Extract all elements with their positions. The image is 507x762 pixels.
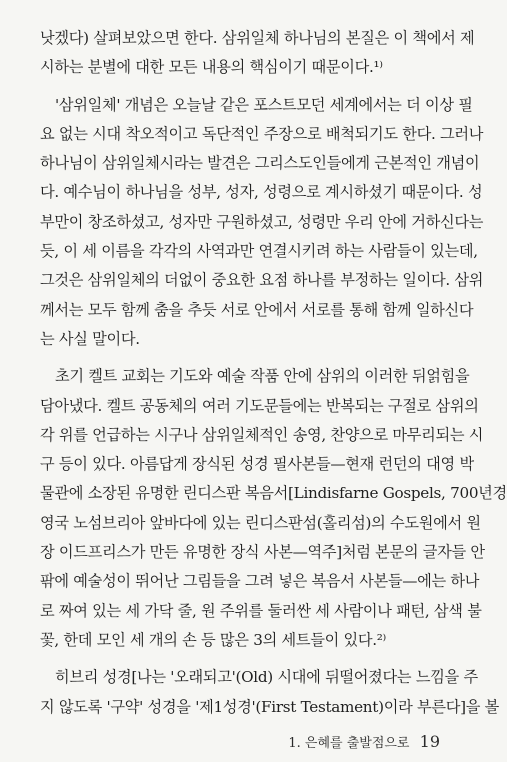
text-line: 지 않도록 '구약' 성경을 '제1성경'(First Testament)이라 부른다]을 볼 <box>40 697 500 716</box>
text-line: 부만이 창조하셨고, 성자만 구원하셨고, 성령만 우리 안에 거하신다는 <box>40 212 484 231</box>
text-line: 듯, 이 세 이름을 각각의 사역과만 연결시키려 하는 사람들이 있는데, <box>40 242 478 261</box>
page-footer <box>288 732 440 751</box>
paragraph-gap <box>40 83 444 91</box>
paragraph-gap <box>40 655 444 663</box>
page-number: 19 <box>419 732 440 751</box>
text-line: 다. 예수님이 하나님을 성부, 성자, 성령으로 계시하셨기 때문이다. 성 <box>40 183 483 202</box>
paragraph <box>40 91 484 355</box>
text-line: 하나님이 삼위일체시라는 발견은 그리스도인들에게 근본적인 개념이 <box>40 154 480 173</box>
text-line: 장 이드프리스가 만든 유명한 장식 사본—역주]처럼 본문의 글자들 안 <box>40 543 485 562</box>
text-line: '삼위일체' 개념은 오늘날 같은 포스트모던 세계에서는 더 이상 필 <box>55 95 473 114</box>
text-line: 담아냈다. 켈트 공동체의 여러 기도문들에는 반복되는 구절로 삼위의 <box>40 396 479 415</box>
text-line: 팎에 예술성이 뛰어난 그림들을 그려 넣은 복음서 사본들—에는 하나 <box>40 572 480 591</box>
paragraph <box>40 663 500 722</box>
text-line: 시하는 분별에 대한 모든 내용의 핵심이기 때문이다.¹⁾ <box>40 58 383 77</box>
text-line: 꽃, 한데 모인 세 개의 손 등 많은 3의 세트들이 있다.²⁾ <box>40 630 386 649</box>
text-line: 그것은 삼위일체의 더없이 중요한 요점 하나를 부정하는 일이다. 삼위 <box>40 271 484 290</box>
text-line: 는 사실 말이다. <box>40 329 140 348</box>
chapter-title: 1. 은혜를 출발점으로 <box>288 736 410 751</box>
text-line: 히브리 성경[나는 '오래되고'(Old) 시대에 뒤떨어졌다는 느낌을 주 <box>55 668 478 687</box>
text-line: 초기 켈트 교회는 기도와 예술 작품 안에 삼위의 이러한 뒤얽힘을 <box>55 367 470 386</box>
text-line: 영국 노섬브리아 앞바다에 있는 린디스판섬(홀리섬)의 수도원에서 원 <box>40 513 481 532</box>
paragraph <box>40 24 475 83</box>
text-line: 요 없는 시대 착오적이고 독단적인 주장으로 배척되기도 한다. 그러나 <box>40 124 484 143</box>
text-line: 구 등이 있다. 아름답게 장식된 성경 필사본들—현재 런던의 대영 박 <box>40 455 474 474</box>
text-line: 물관에 소장된 유명한 린디스판 복음서[Lindisfarne Gospels, 700년경 <box>40 484 507 503</box>
text-line: 각 위를 언급하는 시구나 삼위일체적인 송영, 찬양으로 마무리되는 시 <box>40 425 484 444</box>
body-text <box>40 24 507 722</box>
text-line: 께서는 모두 함께 춤을 추듯 서로 안에서 서로를 통해 함께 일하신다 <box>40 300 474 319</box>
paragraph <box>40 362 507 655</box>
paragraph-gap <box>40 354 444 362</box>
text-line: 로 짜여 있는 세 가닥 줄, 원 주위를 둘러싼 세 사람이나 패턴, 삼색 불 <box>40 601 482 620</box>
text-line: 낫겠다) 살펴보았으면 한다. 삼위일체 하나님의 본질은 이 책에서 제 <box>40 29 475 47</box>
